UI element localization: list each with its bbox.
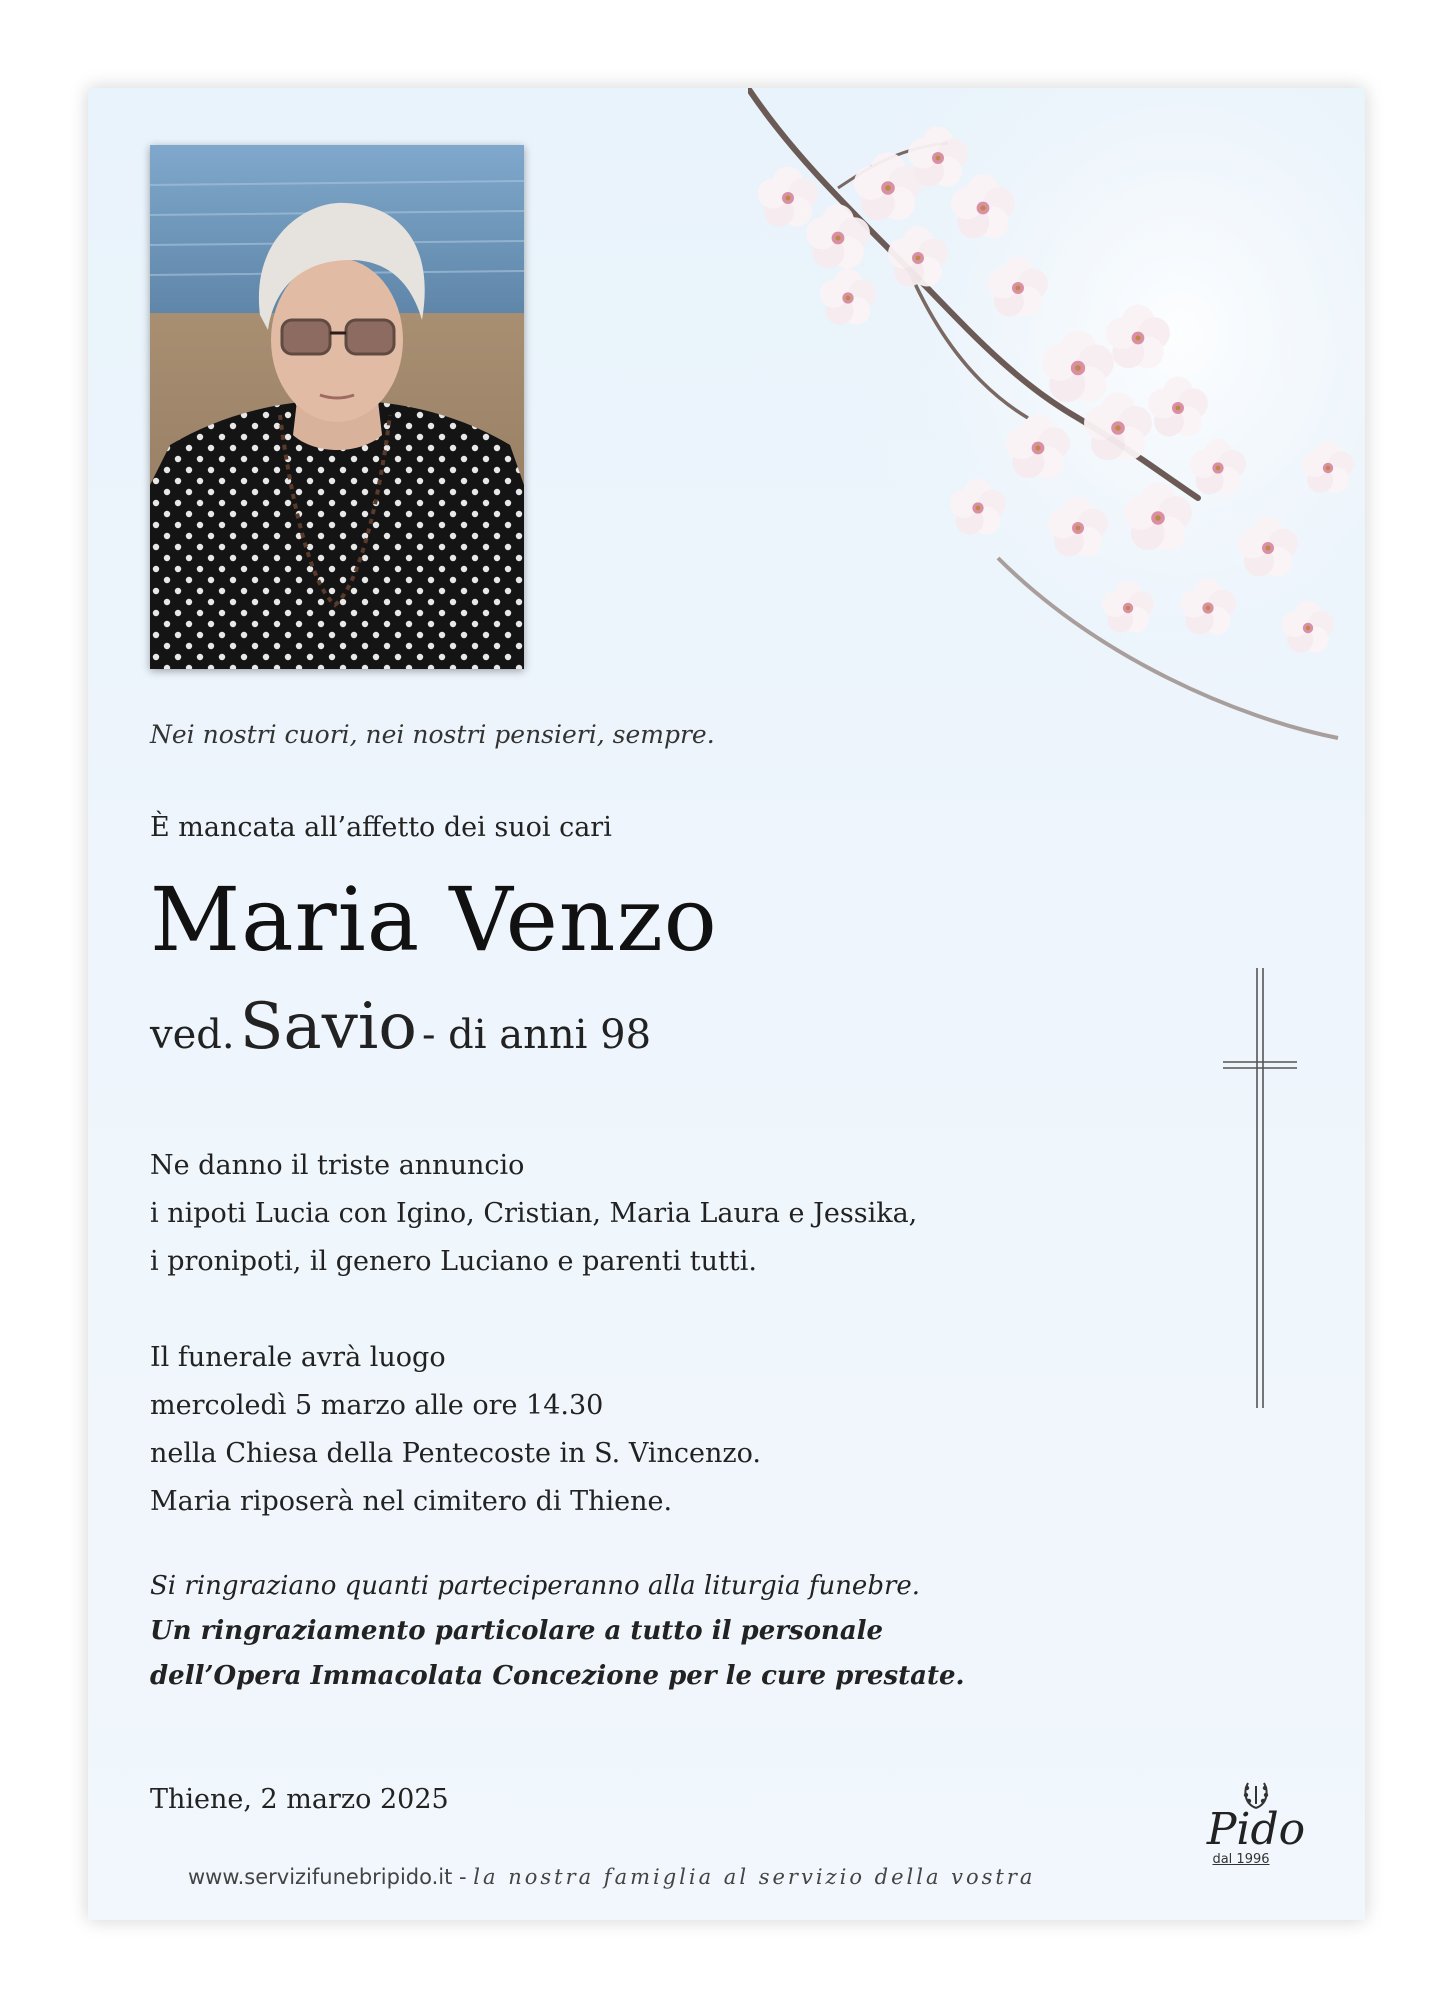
funeral-line: nella Chiesa della Pentecoste in S. Vincenzo. bbox=[150, 1438, 761, 1469]
cross-icon bbox=[1223, 968, 1303, 1408]
funeral-home-logo bbox=[1196, 1778, 1316, 1878]
footer-slogan: la nostra famiglia al servizio della vostra bbox=[473, 1865, 1036, 1889]
age-text: - di anni 98 bbox=[421, 1012, 652, 1058]
cherry-blossom-decoration bbox=[748, 88, 1365, 788]
place-date: Thiene, 2 marzo 2025 bbox=[150, 1784, 449, 1815]
thanks-line: Si ringraziano quanti parteciperanno alla liturgia funebre. bbox=[150, 1571, 921, 1601]
announcement-line: i nipoti Lucia con Igino, Cristian, Maria Laura e Jessika, bbox=[150, 1198, 918, 1229]
deceased-name: Maria Venzo bbox=[150, 868, 718, 971]
thanks-line: Un ringraziamento particolare a tutto il personale bbox=[150, 1616, 884, 1646]
funeral-line: mercoledì 5 marzo alle ore 14.30 bbox=[150, 1390, 604, 1421]
thanks-block bbox=[150, 1564, 965, 1699]
deceased-subtitle bbox=[150, 990, 651, 1064]
website-link[interactable]: www.servizifunebripido.it bbox=[188, 1865, 453, 1889]
intro-text: È mancata all’affetto dei suoi cari bbox=[150, 812, 612, 843]
footer-separator: - bbox=[452, 1865, 474, 1889]
portrait-photo bbox=[150, 145, 524, 669]
funeral-line: Il funerale avrà luogo bbox=[150, 1342, 446, 1373]
logo-since: dal 1996 bbox=[1212, 1852, 1270, 1867]
widow-prefix: ved. bbox=[150, 1012, 235, 1058]
motto: Nei nostri cuori, nei nostri pensieri, sempre. bbox=[150, 720, 715, 749]
announcement-block bbox=[150, 1142, 917, 1286]
funeral-details-block bbox=[150, 1334, 761, 1526]
announcement-line: Ne danno il triste annuncio bbox=[150, 1150, 525, 1181]
footer bbox=[188, 1865, 1035, 1889]
logo-name: Pido bbox=[1206, 1804, 1306, 1855]
married-surname: Savio bbox=[239, 990, 417, 1064]
announcement-line: i pronipoti, il genero Luciano e parenti tutti. bbox=[150, 1246, 757, 1277]
thanks-line: dell’Opera Immacolata Concezione per le cure prestate. bbox=[150, 1661, 965, 1691]
obituary-card bbox=[88, 88, 1365, 1920]
funeral-line: Maria riposerà nel cimitero di Thiene. bbox=[150, 1486, 673, 1517]
